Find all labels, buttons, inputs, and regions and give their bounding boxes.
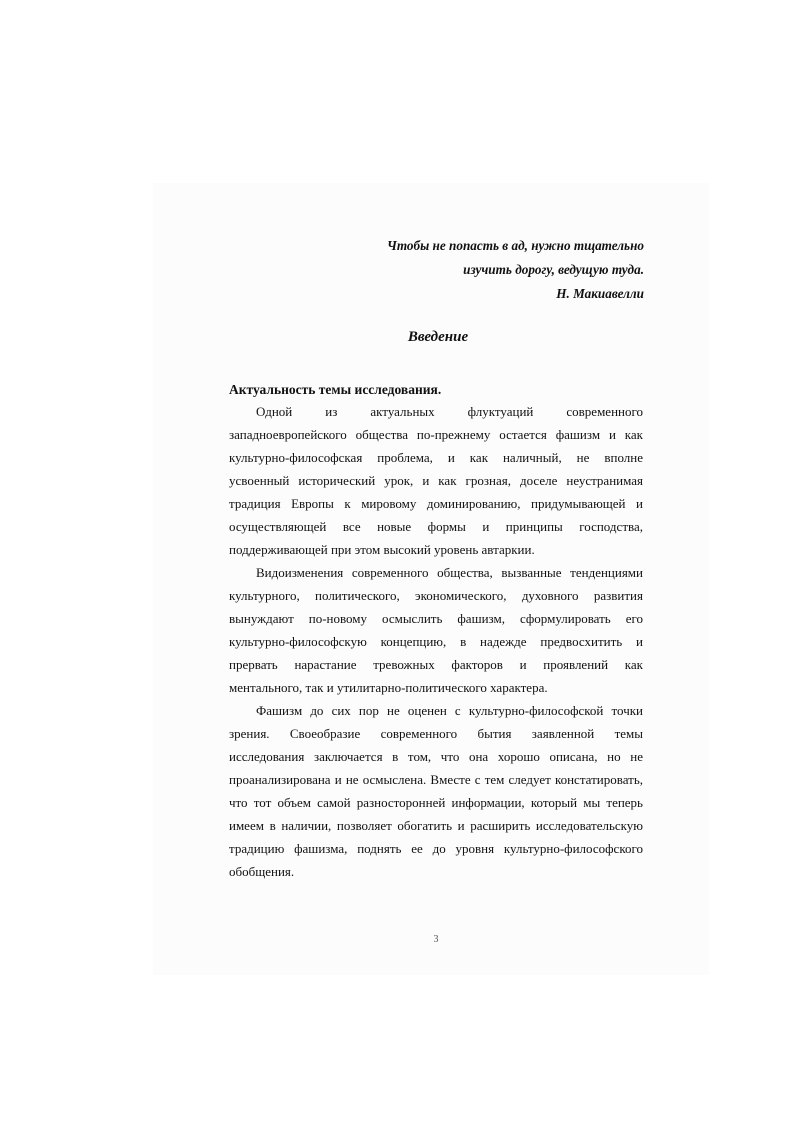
text-line: вынуждают по-новому осмыслить фашизм, сформулировать его <box>229 611 643 626</box>
text-line: зрения. Своеобразие современного бытия заявленной темы <box>229 726 643 741</box>
text-line: ментального, так и утилитарно-политического характера. <box>229 680 548 695</box>
text-line: Фашизм до сих пор не оценен с культурно-философской точки <box>256 703 643 718</box>
text-line: усвоенный исторический урок, и как грозная, доселе неустранимая <box>229 473 643 488</box>
page-number: 3 <box>433 934 439 945</box>
text-line: западноевропейского общества по-прежнему остается фашизм и как <box>229 427 643 442</box>
text-line: культурно-философскую концепцию, в надежде предвосхитить и <box>229 634 643 649</box>
text-line: культурного, политического, экономического, духовного развития <box>229 588 643 603</box>
text-line: Видоизменения современного общества, вызванные тенденциями <box>256 565 643 580</box>
text-line: обобщения. <box>229 864 295 879</box>
text-line: культурно-философская проблема, и как наличный, не вполне <box>229 450 643 465</box>
chapter-heading: Введение <box>407 329 469 345</box>
text-line: осуществляющей все новые формы и принципы господства, <box>229 519 643 534</box>
text-line: традицию фашизма, поднять ее до уровня культурно-философского <box>229 841 643 856</box>
epigraph <box>300 234 644 306</box>
text-line: что тот объем самой разносторонней информации, который мы теперь <box>229 795 643 810</box>
epigraph-line: изучить дорогу, ведущую туда. <box>463 262 644 277</box>
epigraph-line: Чтобы не попасть в ад, нужно тщательно <box>386 238 644 253</box>
text-line: традиция Европы к мировому доминированию, придумывающей и <box>229 496 643 511</box>
section-title: Актуальность темы исследования. <box>229 382 442 397</box>
text-line: прервать нарастание тревожных факторов и проявлений как <box>229 657 643 672</box>
text-line: Одной из актуальных флуктуаций современного <box>256 404 643 419</box>
text-line: имеем в наличии, позволяет обогатить и расширить исследовательскую <box>229 818 643 833</box>
text-line: исследования заключается в том, что она хорошо описана, но не <box>229 749 643 764</box>
text-line: проанализирована и не осмыслена. Вместе с тем следует констатировать, <box>229 772 643 787</box>
epigraph-author: Н. Макиавелли <box>556 286 644 301</box>
text-line: поддерживающей при этом высокий уровень автаркии. <box>229 542 535 557</box>
